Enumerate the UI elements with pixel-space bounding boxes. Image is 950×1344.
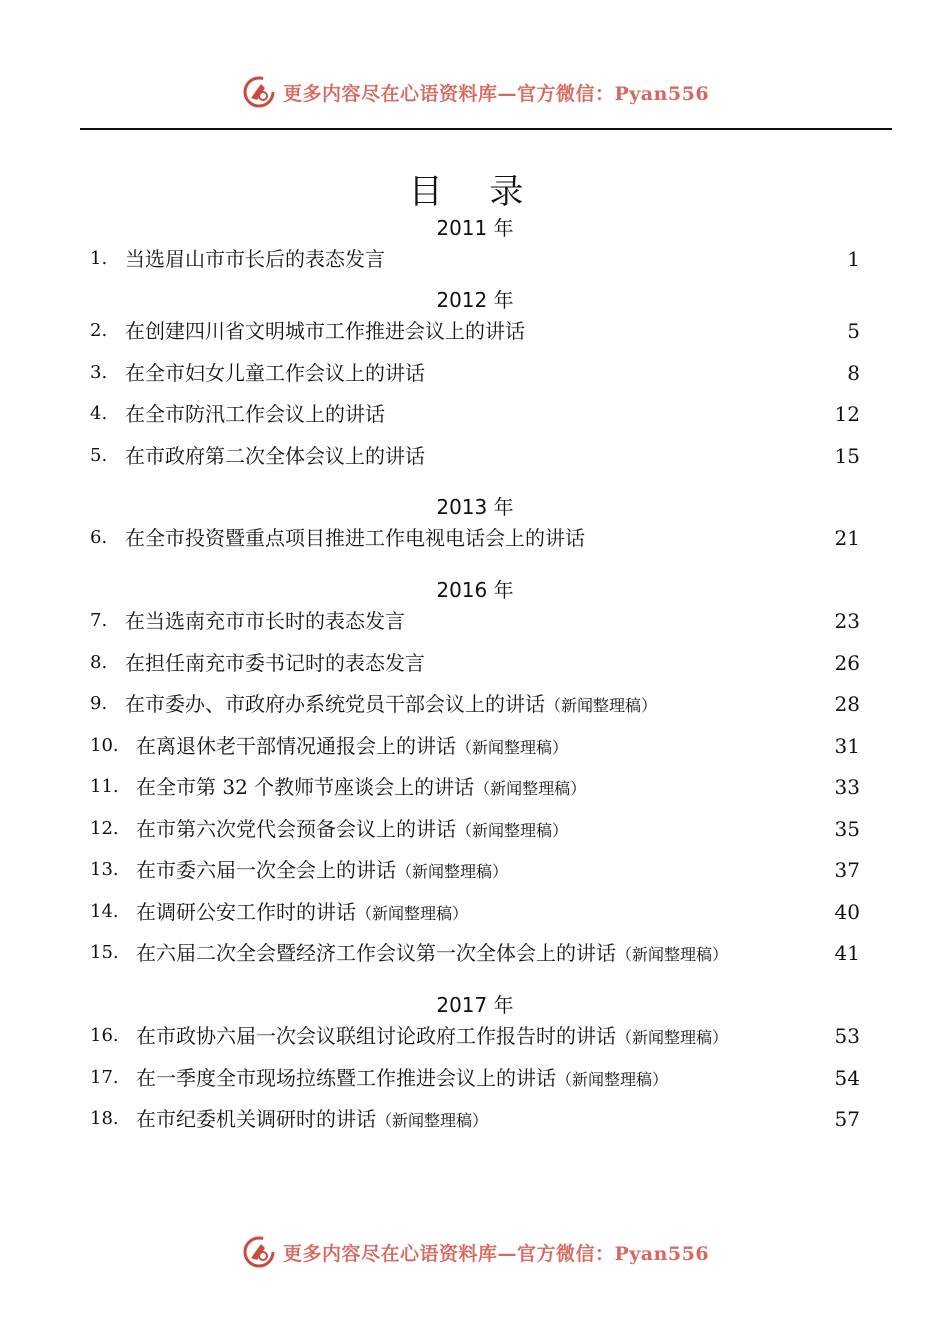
toc-entry-note: （新闻整理稿） (456, 821, 569, 840)
toc-entry-title (136, 815, 568, 845)
toc-entry-title-text: 在担任南充市委书记时的表态发言 (125, 651, 425, 675)
toc-entry-page: 15 (834, 444, 860, 468)
toc-entry-number: 16. (90, 1025, 119, 1046)
toc-entry-note: （新闻整理稿） (396, 862, 509, 881)
toc-entry-page: 8 (847, 361, 860, 385)
year-heading: 2017 年 (436, 993, 514, 1017)
year-heading: 2013 年 (436, 495, 514, 519)
toc-entry-note: （新闻整理稿） (545, 696, 658, 715)
toc-entry-note: （新闻整理稿） (474, 779, 587, 798)
toc-entry[interactable] (90, 1064, 860, 1092)
toc-entry-title (125, 359, 425, 387)
toc-entry-title-text: 在离退休老干部情况通报会上的讲话 (136, 734, 456, 758)
toc-entry-note: （新闻整理稿） (616, 945, 729, 964)
toc-entry-title (136, 856, 508, 886)
toc-entry-title-text: 在市委办、市政府办系统党员干部会议上的讲话 (125, 692, 545, 716)
year-heading: 2012 年 (436, 288, 514, 312)
toc-entry-title (125, 245, 385, 273)
toc-entry-number: 18. (90, 1108, 119, 1129)
toc-entry[interactable] (90, 898, 860, 926)
toc-entry-number: 11. (90, 776, 119, 797)
year-heading: 2016 年 (436, 578, 514, 602)
toc-entry-title (125, 317, 525, 345)
toc-entry[interactable] (90, 1105, 860, 1133)
toc-entry-title-text: 在调研公安工作时的讲话 (136, 900, 356, 924)
toc-entry-page: 37 (834, 858, 860, 882)
toc-entry-page: 28 (834, 692, 860, 716)
toc-entry-number: 9. (90, 693, 108, 714)
toc-entry-title (136, 732, 568, 762)
toc-entry[interactable] (90, 939, 860, 967)
toc-entry[interactable] (90, 607, 860, 635)
toc-entry-note: （新闻整理稿） (616, 1028, 729, 1047)
toc-entry[interactable] (90, 245, 860, 273)
toc-entry-page: 41 (834, 941, 860, 965)
toc-entry-page: 12 (834, 402, 860, 426)
toc-entry-title-text: 在全市投资暨重点项目推进工作电视电话会上的讲话 (125, 526, 585, 550)
toc-entry-number: 3. (90, 362, 108, 383)
toc-entry-number: 7. (90, 610, 108, 631)
toc-entry-page: 53 (834, 1024, 860, 1048)
header-divider (80, 128, 892, 130)
toc-entry-page: 57 (834, 1107, 860, 1131)
toc-entry-page: 26 (834, 651, 860, 675)
toc-entry-title (125, 607, 405, 635)
toc-entry-title (125, 442, 425, 470)
toc-entry-title-text: 在当选南充市市长时的表态发言 (125, 609, 405, 633)
toc-entry-title-text: 在一季度全市现场拉练暨工作推进会议上的讲话 (136, 1066, 556, 1090)
toc-entry-title-text: 在六届二次全会暨经济工作会议第一次全体会上的讲话 (136, 941, 616, 965)
toc-entry-note: （新闻整理稿） (376, 1111, 489, 1130)
toc-entry-title-text: 在全市防汛工作会议上的讲话 (125, 402, 385, 426)
toc-entry-title-text: 当选眉山市市长后的表态发言 (125, 247, 385, 271)
toc-entry-page: 40 (834, 900, 860, 924)
toc-entry-number: 2. (90, 320, 108, 341)
toc-entry-number: 4. (90, 403, 108, 424)
toc-entry[interactable] (90, 400, 860, 428)
toc-entry[interactable] (90, 773, 860, 801)
toc-entry-title-text: 在创建四川省文明城市工作推进会议上的讲话 (125, 319, 525, 343)
toc-entry[interactable] (90, 1022, 860, 1050)
toc-entry-page: 5 (847, 319, 860, 343)
toc-entry[interactable] (90, 732, 860, 760)
toc-entry-number: 6. (90, 527, 108, 548)
toc-entry-number: 15. (90, 942, 119, 963)
toc-entry-page: 31 (834, 734, 860, 758)
toc-entry[interactable] (90, 649, 860, 677)
toc-entry-note: （新闻整理稿） (556, 1070, 669, 1089)
toc-entry-title (136, 773, 586, 803)
toc-entry-title-text: 在市政府第二次全体会议上的讲话 (125, 444, 425, 468)
toc-entry-page: 35 (834, 817, 860, 841)
brand-logo-icon (241, 74, 277, 110)
toc-entry-title (125, 400, 385, 428)
toc-entry-page: 1 (847, 247, 860, 271)
toc-entry-title (136, 1064, 668, 1094)
toc-entry-number: 13. (90, 859, 119, 880)
toc-entry-title (125, 524, 585, 552)
toc-entry-title (125, 649, 425, 677)
toc-entry-number: 8. (90, 652, 108, 673)
toc-entry-page: 23 (834, 609, 860, 633)
toc-entry-title (136, 1105, 488, 1135)
footer-banner-text: 更多内容尽在心语资料库—官方微信：Pyan556 (282, 1242, 710, 1265)
toc-entry-page: 33 (834, 775, 860, 799)
toc-entry-number: 10. (90, 735, 119, 756)
toc-entry[interactable] (90, 815, 860, 843)
toc-entry-title (136, 898, 468, 928)
toc-entry[interactable] (90, 442, 860, 470)
page-title: 目 录 (408, 172, 542, 212)
footer-banner (0, 1232, 950, 1272)
toc-entry[interactable] (90, 359, 860, 387)
toc-entry-number: 12. (90, 818, 119, 839)
brand-logo-icon (241, 1234, 277, 1270)
toc-entry-number: 17. (90, 1067, 119, 1088)
toc-entry[interactable] (90, 524, 860, 552)
toc-entry-title-text: 在市政协六届一次会议联组讨论政府工作报告时的讲话 (136, 1024, 616, 1048)
toc-entry-title (125, 690, 657, 720)
toc-entry[interactable] (90, 690, 860, 718)
toc-entry-title-text: 在全市第 32 个教师节座谈会上的讲话 (136, 775, 475, 799)
toc-entry-title-text: 在全市妇女儿童工作会议上的讲话 (125, 361, 425, 385)
toc-entry-note: （新闻整理稿） (356, 904, 469, 923)
header-banner (0, 72, 950, 112)
toc-entry-title-text: 在市纪委机关调研时的讲话 (136, 1107, 376, 1131)
toc-entry-title-text: 在市第六次党代会预备会议上的讲话 (136, 817, 456, 841)
toc-entry-number: 14. (90, 901, 119, 922)
toc-entry-number: 1. (90, 248, 108, 269)
toc-entry-page: 21 (834, 526, 860, 550)
year-heading: 2011 年 (436, 216, 514, 240)
toc-entry-note: （新闻整理稿） (456, 738, 569, 757)
toc-entry-number: 5. (90, 445, 108, 466)
toc-entry[interactable] (90, 856, 860, 884)
toc-entry-title (136, 1022, 728, 1052)
toc-entry[interactable] (90, 317, 860, 345)
toc-entry-title-text: 在市委六届一次全会上的讲话 (136, 858, 396, 882)
toc-entry-page: 54 (834, 1066, 860, 1090)
toc-entry-title (136, 939, 728, 969)
header-banner-text: 更多内容尽在心语资料库—官方微信：Pyan556 (282, 82, 710, 105)
